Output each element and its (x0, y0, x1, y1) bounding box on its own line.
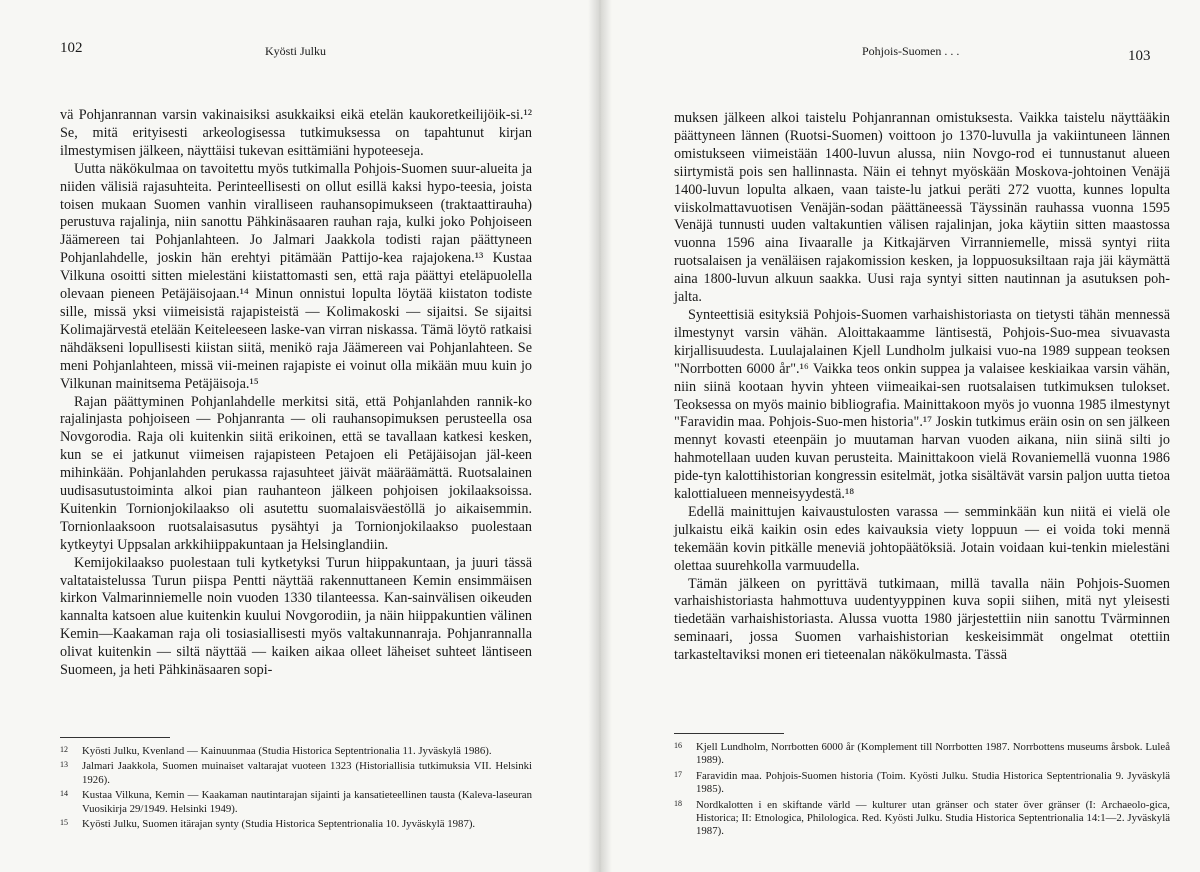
paragraph: Rajan päättyminen Pohjanlahdelle merkitsi sitä, että Pohjanlahden rannik-ko rajalinjasta pohjoiseen — Pohjanranta — oli rauhansopimuksen perusteella osa Novgorodia. Raja oli kuitenkin siitä erikoinen, että se tavallaan katkesi kesken, kun se ei jatkunut viimeisen rajapisteen Petajoen eli Petäjäisojan jäl-keen mihinkään. Pohjanlahden perukassa rajasuhteet jäivät määräämättä. Ruotsalainen uudisasutustoiminta alkoi pian rauhanteon jälkeen pohjoisen jokilaaksoissa. Kuitenkin Tornionjokilaakso oli asutettu suomalaisväestöllä jo aikaisemmin. Tornionlaaksoon ruotsalaisasutus pysähtyi ja Tornionjokilaakso puolestaan kytkeytyi Uppsalan arkkihiippakuntaan ja Helsinglandiin. (60, 393, 532, 553)
left-footnotes (60, 745, 532, 833)
left-page-number: 102 (60, 40, 83, 56)
right-body-text (674, 110, 1170, 665)
footnote-mark: 12 (60, 745, 68, 754)
footnote (60, 818, 532, 831)
right-page (612, 0, 1200, 872)
footnote (674, 799, 1170, 839)
left-running-head: Kyösti Julku (265, 44, 327, 58)
paragraph: Kemijokilaakso puolestaan tuli kytketyksi Turun hiippakuntaan, ja juuri tässä valtataistelussa Turun piispa Pentti näyttää rakennuttaneen Kemin ensimmäisen kirkon Valmarinniemelle noin vuoden 1330 tilanteessa. Kan-sainvälisen oikeuden kannalta katsoen alue kuitenkin kuului Novgorodiin, ja näin hiippakuntien välinen Kemin—Kaakaman raja oli tosiasiallisesti myös valtakunnanraja. Pohjanrannalla olivat kuitenkin — siltä näyttää — kaiken aikaa olleet läheiset suhteet läntiseen Suomeen, ja heti Pähkinäsaaren sopi- (60, 554, 532, 679)
footnote-text: Kyösti Julku, Suomen itärajan synty (Studia Historica Septentrionalia 10. Jyväskylä 1987). (82, 818, 476, 831)
footnote-mark: 15 (60, 818, 68, 828)
footnote (60, 789, 532, 816)
paragraph: Synteettisiä esityksiä Pohjois-Suomen varhaishistoriasta on tietysti tähän mennessä ilmestynyt varsin vähän. Aloittakaamme läntisestä, Pohjois-Suo-mea sivuavasta kirjallisuudesta. Luulajalainen Kjell Lundholm julkaisi vuo-na 1989 suppean teoksen "Norrbotten 6000 år".¹⁶ Vaikka teos onkin suppea ja valaisee keskiaikaa varsin vähän, niin siinä kootaan hyvin yhteen viimeaikai-sen ruotsalaisen tutkimuksen tulokset. Teoksessa on myös mainio bibliografia. Mainittakoon myös jo vuonna 1985 ilmestynyt "Faravidin maa. Pohjois-Suo-men historia".¹⁷ Joskin tutkimus eräin osin on sen jälkeen mennyt kovasti eteenpäin jo muutaman harvan vuoden aikana, niin siinä silti jo hahmotellaan uuden kuvan perusteita. Mainittakoon vielä Rovaniemellä vuonna 1986 pide-tyn kalottihistorian kongressin esitelmät, jotka sisältävät varsin paljon uutta tietoa kalottialueen menneisyydestä.¹⁸ (674, 306, 1170, 503)
footnote-text: Kustaa Vilkuna, Kemin — Kaakaman nautintarajan sijainti ja kansatieteellinen tausta (Kaleva-laseuran Vuosikirja 29/1949. Helsinki 1949). (82, 789, 532, 815)
paragraph: muksen jälkeen alkoi taistelu Pohjanrannan omistuksesta. Vaikka taistelu näyttääkin päättyneen lännen (Ruotsi-Suomen) voittoon jo 1370-luvulla ja vakiintuneen lännen omistukseen viimeistään 1400-luvun alussa, niin Novgo-rod ei tunnustanut alueen siirtymistä pois sen hallinnasta. Näin ei tehnyt myöskään Moskova-johtoinen Venäjä 1400-luvun lopulta alkaen, vaan taiste-lu jatkui peräti 272 vuotta, kunnes lopulta viiskolmattavuotisen Venäjän-sodan päättäneessä Täyssinän rauhassa vuonna 1595 Venäjä tunnusti uuden valtakuntien välisen rajalinjan, joka käytiin sitten maastossa vuonna 1596 aina Iivaaralle ja Kitkajärven Virranniemelle, missä syntyi riita ruotsalaisen ja venäläisen rajakomission kesken, ja loppuosuksiltaan raja jäi käymättä aina 1800-luvun alkuun saakka. Uusi raja syntyi sitten nautinnan ja asutuksen poh-jalta. (674, 110, 1170, 306)
footnote-rule (674, 733, 784, 734)
footnote-text: Nordkalotten i en skiftande värld — kulturer utan gränser och stater över gränser (I: Archaeolo-gica, Historica; II: Etnologica, Philologica. Red. Kyösti Julku. Studia Historica Septentrionalia 14:1—2. Jyväskylä 1987). (696, 798, 1170, 838)
left-body-text (60, 107, 532, 680)
footnote-mark: 18 (674, 798, 682, 808)
footnote (674, 770, 1170, 797)
footnote-text: Kjell Lundholm, Norrbotten 6000 år (Komplement till Norrbotten 1987. Norrbottens museums årsbok. Luleå 1989). (696, 741, 1170, 767)
right-footnotes (674, 741, 1170, 841)
footnote-rule (60, 737, 170, 738)
footnote-mark: 17 (674, 769, 682, 779)
footnote-text: Faravidin maa. Pohjois-Suomen historia (Toim. Kyösti Julku. Studia Historica Septentrionalia 9. Jyväskylä 1985). (696, 769, 1170, 796)
paragraph: Uutta näkökulmaa on tavoitettu myös tutkimalla Pohjois-Suomen suur-alueita ja niiden välisiä rajasuhteita. Perinteellisesti on ollut esillä kaksi hypo-teesia, joista toisen mukaan Suomen vanhin viralliseen rauhansopimukseen (traktaattirauha) perustuva rajalinja, niin sanottu Pähkinäsaaren rauhan raja, kulki joko Pohjoiseen Jäämereen tai Pohjanlahteen. Jo Jalmari Jaakkola todisti rajan päättyneen Pohjanlahdelle, joskin hän erehtyi pitämään Pattijo-kea rajajokena.¹³ Kustaa Vilkuna osoitti sitten mielestäni kiistattomasti sen, että raja päättyi eteläpuolella olevaan pieneen Petäjäisojaan.¹⁴ Minun onnistui lopulta löytää kiistaton todiste sille, missä yksi viimeisistä rajapisteistä — Kolimakoski — sijaitsi. Se sijaitsi Kolimajärvestä etelään Keiteleeseen laske-van virran niskassa. Tämä löytö ratkaisi nähdäkseni lopullisesti kiistan siitä, menikö raja Jäämereen vai Pohjanlahteen. Se meni Pohjanlahteen, missä vii-meinen rajapiste ei voinut olla mikään muu kuin jo Vilkunan mainitsema Petäjäisoja.¹⁵ (60, 160, 532, 392)
left-page (0, 0, 590, 872)
footnote (674, 741, 1170, 768)
right-running-head: Pohjois-Suomen . . . (862, 44, 960, 58)
footnote-text: Kyösti Julku, Kvenland — Kainuunmaa (Studia Historica Septentrionalia 11. Jyväskylä 1986). (82, 745, 492, 757)
footnote-mark: 14 (60, 789, 68, 799)
paragraph: vä Pohjanrannan varsin vakinaisiksi asukkaiksi eikä etelän kaukoretkeilijöik-si.¹² Se, mitä erityisesti arkeologisessa tutkimuksessa on tapahtunut kirjan ilmestymisen jälkeen, näyttäisi tukevan esittämiäni hypoteeseja. (60, 107, 532, 159)
right-page-number: 103 (1128, 48, 1151, 64)
footnote (60, 760, 532, 787)
book-gutter (588, 0, 612, 872)
footnote-mark: 16 (674, 741, 682, 750)
footnote (60, 745, 532, 758)
footnote-text: Jalmari Jaakkola, Suomen muinaiset valtarajat vuoteen 1323 (Historiallisia tutkimuksia VII. Helsinki 1926). (82, 760, 532, 786)
footnote-mark: 13 (60, 760, 68, 770)
paragraph: Tämän jälkeen on pyrittävä tutkimaan, millä tavalla näin Pohjois-Suomen varhaishistoriasta hahmottuva uudentyyppinen kuva sopii siihen, mitä nyt yleisesti tiedetään varhaishistoriasta. Alussa vuotta 1980 järjestettiin niin sanottu Tvärminnen seminaari, jossa Suomen varhaishistorian keskeisimmät ongelmat otettiin tarkasteltaviksi monen eri tieteenalan näkökulmasta. Tässä (674, 575, 1170, 664)
paragraph: Edellä mainittujen kaivaustulosten varassa — semminkään kun niitä ei vielä ole julkaistu eikä kaikin osin edes kaivauksia viety loppuun — ei voida toki mennä tekemään kovin pitkälle meneviä johtopäätöksiä. Jotain voidaan kui-tenkin mielestäni olettaa suurehkolla varmuudella. (674, 503, 1170, 574)
